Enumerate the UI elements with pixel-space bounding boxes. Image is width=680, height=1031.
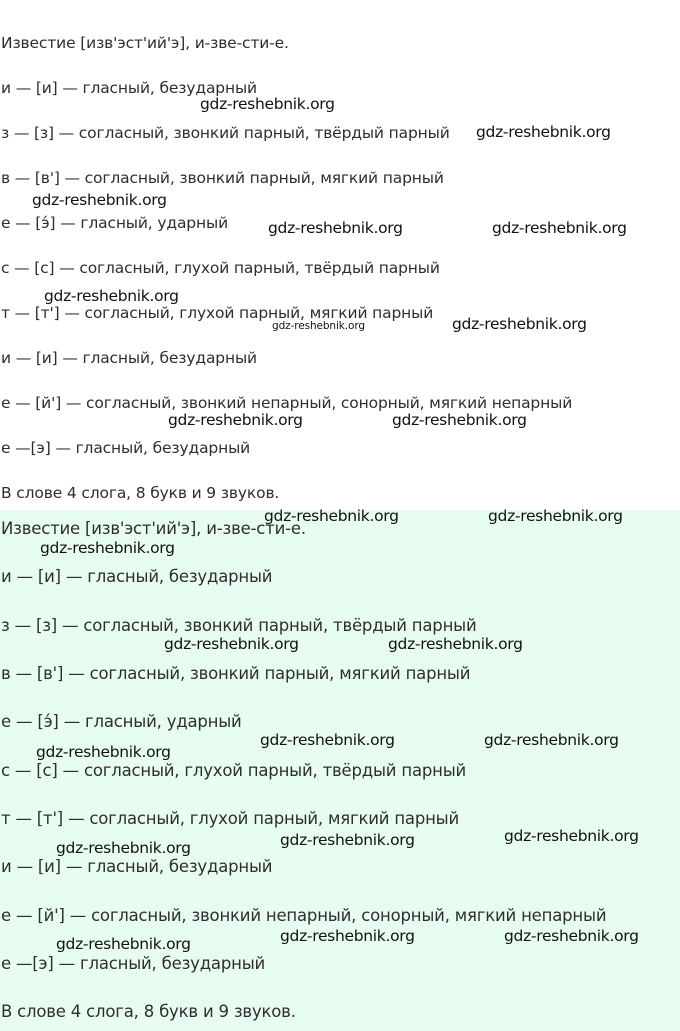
sound-row: з — [з] — согласный, звонкий парный, твёрдый парный (1, 124, 450, 142)
watermark: gdz-reshebnik.org (260, 731, 395, 749)
watermark: gdz-reshebnik.org (164, 635, 299, 653)
watermark: gdz-reshebnik.org (56, 935, 191, 953)
sound-row: в — [в'] — согласный, звонкий парный, мягкий парный (1, 169, 444, 187)
watermark: gdz-reshebnik.org (200, 95, 335, 113)
summary-line: В слове 4 слога, 8 букв и 9 звуков. (1, 1002, 296, 1021)
watermark: gdz-reshebnik.org (504, 827, 639, 845)
sound-row: е —[э] — гласный, безударный (1, 954, 266, 973)
sound-row: е — [э́] — гласный, ударный (1, 214, 228, 232)
watermark: gdz-reshebnik.org (452, 315, 587, 333)
sound-row: и — [и] — гласный, безударный (1, 79, 257, 97)
watermark: gdz-reshebnik.org (476, 123, 611, 141)
sound-row: е — [й'] — согласный, звонкий непарный, сонорный, мягкий непарный (1, 906, 607, 925)
sound-row: з — [з] — согласный, звонкий парный, твёрдый парный (1, 616, 477, 635)
sound-row: т — [т'] — согласный, глухой парный, мягкий парный (1, 809, 460, 828)
watermark: gdz-reshebnik.org (504, 927, 639, 945)
watermark: gdz-reshebnik.org (280, 927, 415, 945)
watermark: gdz-reshebnik.org (484, 731, 619, 749)
watermark: gdz-reshebnik.org (36, 743, 171, 761)
watermark: gdz-reshebnik.org (40, 539, 175, 557)
watermark: gdz-reshebnik.org (488, 507, 623, 525)
sound-row: е —[э] — гласный, безударный (1, 439, 251, 457)
watermark: gdz-reshebnik.org (268, 219, 403, 237)
sound-row: т — [т'] — согласный, глухой парный, мягкий парный (1, 304, 434, 322)
watermark: gdz-reshebnik.org (272, 320, 365, 332)
sound-row: и — [и] — гласный, безударный (1, 349, 257, 367)
sound-row: е — [э́] — гласный, ударный (1, 712, 242, 731)
watermark: gdz-reshebnik.org (388, 635, 523, 653)
watermark: gdz-reshebnik.org (56, 839, 191, 857)
watermark: gdz-reshebnik.org (492, 219, 627, 237)
sound-row: в — [в'] — согласный, звонкий парный, мягкий парный (1, 664, 471, 683)
sound-row: и — [и] — гласный, безударный (1, 857, 273, 876)
sound-row: и — [и] — гласный, безударный (1, 567, 273, 586)
watermark: gdz-reshebnik.org (44, 287, 179, 305)
watermark: gdz-reshebnik.org (168, 411, 303, 429)
word-header: Известие [изв'эст'ий'э], и-зве-сти-е. (1, 34, 289, 52)
watermark: gdz-reshebnik.org (392, 411, 527, 429)
watermark: gdz-reshebnik.org (264, 507, 399, 525)
watermark: gdz-reshebnik.org (280, 831, 415, 849)
summary-line: В слове 4 слога, 8 букв и 9 звуков. (1, 484, 280, 502)
word-header: Известие [изв'эст'ий'э], и-зве-сти-е. (1, 519, 306, 538)
sound-row: е — [й'] — согласный, звонкий непарный, сонорный, мягкий непарный (1, 394, 573, 412)
analysis-block-green (0, 507, 680, 1031)
sound-row: с — [с] — согласный, глухой парный, твёрдый парный (1, 259, 440, 277)
analysis-block-white (0, 0, 680, 510)
sound-row: с — [с] — согласный, глухой парный, твёрдый парный (1, 761, 467, 780)
watermark: gdz-reshebnik.org (32, 191, 167, 209)
